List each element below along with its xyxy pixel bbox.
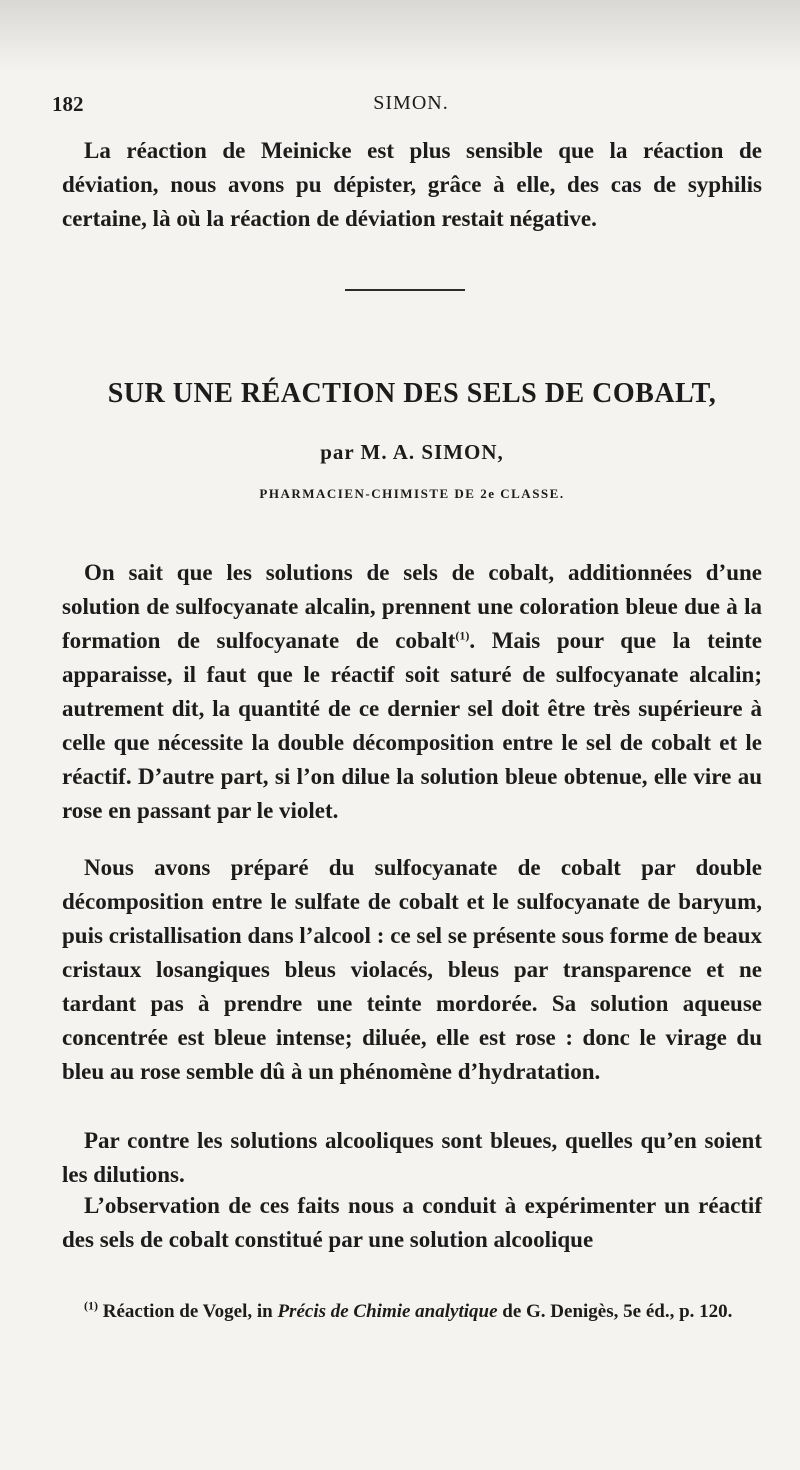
footnote-book-title: Précis de Chimie analytique	[277, 1301, 498, 1322]
running-head: SIMON.	[373, 92, 449, 114]
paragraph-alcoholic-solutions: Par contre les solutions alcooliques sont bleues, quelles qu’en soient les dilutions.	[62, 1128, 762, 1187]
article-byline: par M. A. SIMON,	[320, 440, 504, 464]
page-number: 182	[52, 92, 84, 116]
footnote	[62, 1297, 762, 1327]
paragraph-meinicke: La réaction de Meinicke est plus sensible que la réaction de déviation, nous avons pu dépister, grâce à elle, des cas de syphilis certaine, là où la réaction de déviation restait négative.	[62, 138, 762, 231]
author-affiliation: PHARMACIEN-CHIMISTE DE 2e CLASSE.	[259, 486, 565, 501]
paragraph-preparation: Nous avons préparé du sulfocyanate de cobalt par double décomposition entre le sulfate de cobalt et le sulfocyanate de baryum, puis cristallisation dans l’alcool : ce sel se présente sous forme de beaux cristaux losangiques bleus violacés, bleus par transparence et ne tardant pas à prendre une teinte mordorée. Sa solution aqueuse concentrée est bleue intense; diluée, elle est rose : donc le virage du bleu au rose semble dû à un phénomène d’hydratation.	[62, 855, 762, 1084]
page-header	[52, 92, 760, 122]
paragraph-text: . Mais pour que la teinte apparaisse, il faut que le réactif soit saturé de sulfocyanate alcalin; autrement dit, la quantité de ce dernier sel doit être très supérieure à celle que nécessite la double décomposition entre le sel de cobalt et le réactif. D’autre part, si l’on dilue la solution bleue obtenue, elle vire au rose en passant par le violet.	[62, 628, 763, 823]
footnote-text: de G. Denigès, 5e éd., p. 120.	[497, 1301, 733, 1322]
article-title: SUR UNE RÉACTION DES SELS DE COBALT,	[107, 378, 717, 409]
footnote-text: Réaction de Vogel, in	[98, 1301, 278, 1322]
paragraph-reagent: L’observation de ces faits nous a conduit à expérimenter un réactif des sels de cobalt constitué par une solution alcoolique	[62, 1193, 762, 1252]
section-divider	[345, 289, 465, 291]
footnote-mark: (1)	[84, 1298, 98, 1313]
paragraph-cobalt-solutions	[62, 556, 762, 828]
footnote-reference: (1)	[455, 628, 470, 643]
paragraph-text: On sait que les solutions de sels de cobalt, additionnées d’une solution de sulfocyanate alcalin, prennent une coloration bleue due à la formation de sulfocyanate de cobalt	[62, 560, 762, 653]
scan-edge-shadow	[0, 0, 800, 70]
